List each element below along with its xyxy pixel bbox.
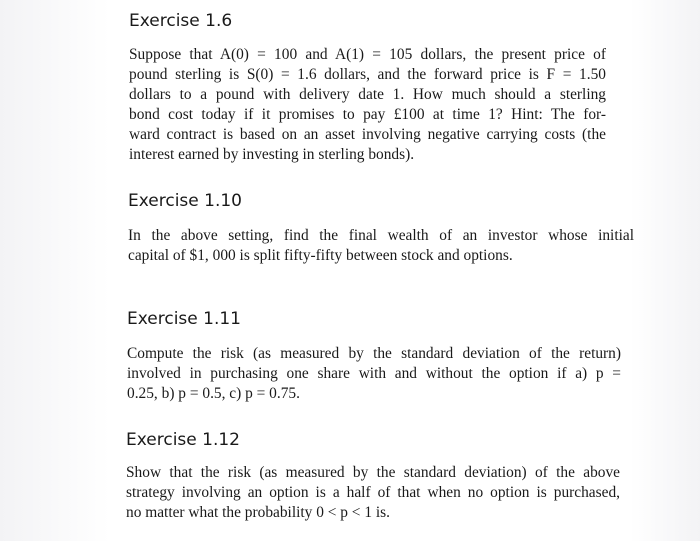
exercise-heading: Exercise 1.12 — [126, 430, 240, 450]
text-line: interest earned by investing in sterling bonds). — [129, 146, 415, 163]
exercise-heading: Exercise 1.10 — [128, 191, 242, 211]
text-line: involved in purchasing one share with and without the option if a) p = — [127, 365, 621, 382]
text-line: Suppose that A(0) = 100 and A(1) = 105 dollars, the present price of — [129, 46, 606, 63]
text-line: Compute the risk (as measured by the standard deviation of the return) — [127, 345, 621, 362]
exercise-body — [126, 463, 620, 523]
text-line: capital of $1, 000 is split fifty-fifty between stock and options. — [128, 247, 513, 264]
text-line: ward contract is based on an asset involving negative carrying costs (the — [129, 126, 606, 143]
exercise-body — [129, 45, 606, 165]
exercise-body — [127, 344, 621, 404]
exercise-heading: Exercise 1.11 — [127, 309, 241, 329]
text-line: In the above setting, find the final wealth of an investor whose initial — [128, 227, 634, 244]
text-line: pound sterling is S(0) = 1.6 dollars, and the forward price is F = 1.50 — [129, 66, 606, 83]
exercise-body — [128, 226, 634, 266]
text-line: 0.25, b) p = 0.5, c) p = 0.75. — [127, 385, 300, 402]
text-line: strategy involving an option is a half of that when no option is purchased, — [126, 484, 620, 501]
exercise-heading: Exercise 1.6 — [129, 11, 233, 31]
text-line: bond cost today if it promises to pay £100 at time 1? Hint: The for- — [129, 106, 606, 123]
text-line: dollars to a pound with delivery date 1. How much should a sterling — [129, 86, 606, 103]
text-line: no matter what the probability 0 < p < 1 is. — [126, 504, 390, 521]
text-line: Show that the risk (as measured by the standard deviation) of the above — [126, 464, 620, 481]
